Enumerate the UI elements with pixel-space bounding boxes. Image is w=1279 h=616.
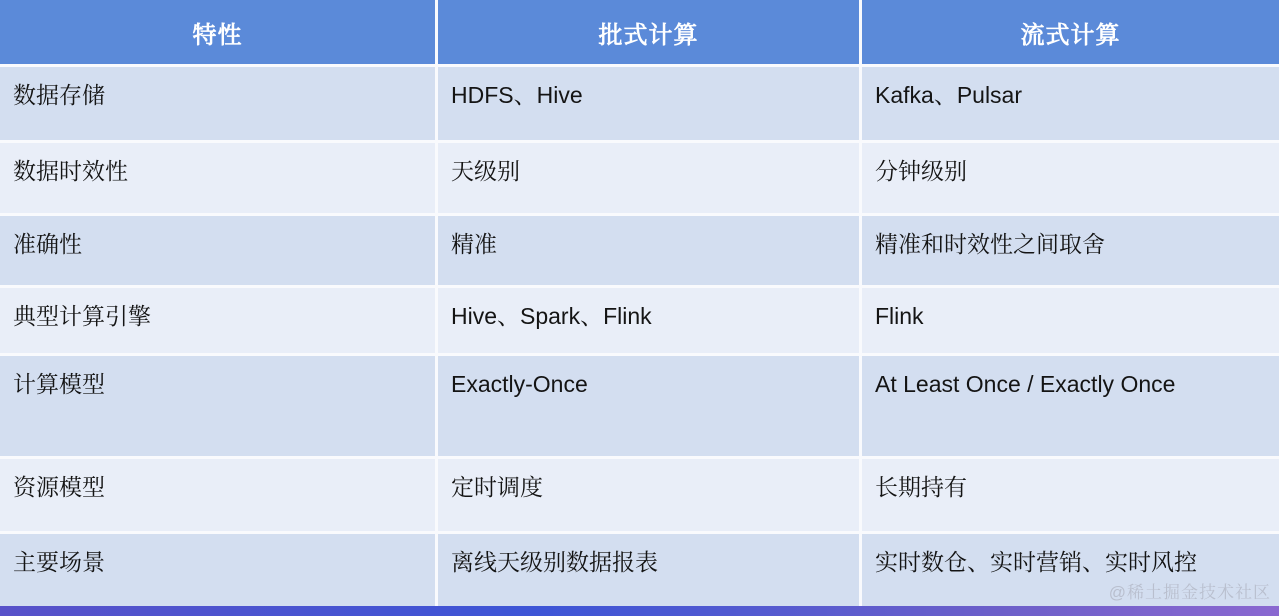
header-cell-batch: 批式计算: [438, 0, 859, 64]
cell-feature-row3: 准确性: [0, 216, 435, 285]
header-cell-feature: 特性: [0, 0, 435, 64]
cell-stream-row4: Flink: [862, 288, 1279, 353]
cell-stream-row6: 长期持有: [862, 459, 1279, 531]
cell-feature-row6: 资源模型: [0, 459, 435, 531]
cell-stream-row1: Kafka、Pulsar: [862, 67, 1279, 140]
watermark: @稀土掘金技术社区: [1108, 583, 1271, 602]
cell-batch-row4: Hive、Spark、Flink: [438, 288, 859, 353]
cell-stream-row3: 精准和时效性之间取舍: [862, 216, 1279, 285]
cell-batch-row3: 精准: [438, 216, 859, 285]
cell-batch-row1: HDFS、Hive: [438, 67, 859, 140]
footer-accent-bar: [0, 606, 1279, 616]
cell-stream-row7: 实时数仓、实时营销、实时风控: [862, 534, 1279, 606]
cell-feature-row2: 数据时效性: [0, 143, 435, 213]
cell-feature-row5: 计算模型: [0, 356, 435, 456]
cell-stream-row5: At Least Once / Exactly Once: [862, 356, 1279, 456]
cell-feature-row7: 主要场景: [0, 534, 435, 606]
cell-feature-row1: 数据存储: [0, 67, 435, 140]
cell-batch-row2: 天级别: [438, 143, 859, 213]
header-cell-stream: 流式计算: [862, 0, 1279, 64]
cell-batch-row6: 定时调度: [438, 459, 859, 531]
cell-batch-row5: Exactly-Once: [438, 356, 859, 456]
cell-stream-row2: 分钟级别: [862, 143, 1279, 213]
cell-feature-row4: 典型计算引擎: [0, 288, 435, 353]
cell-batch-row7: 离线天级别数据报表: [438, 534, 859, 606]
